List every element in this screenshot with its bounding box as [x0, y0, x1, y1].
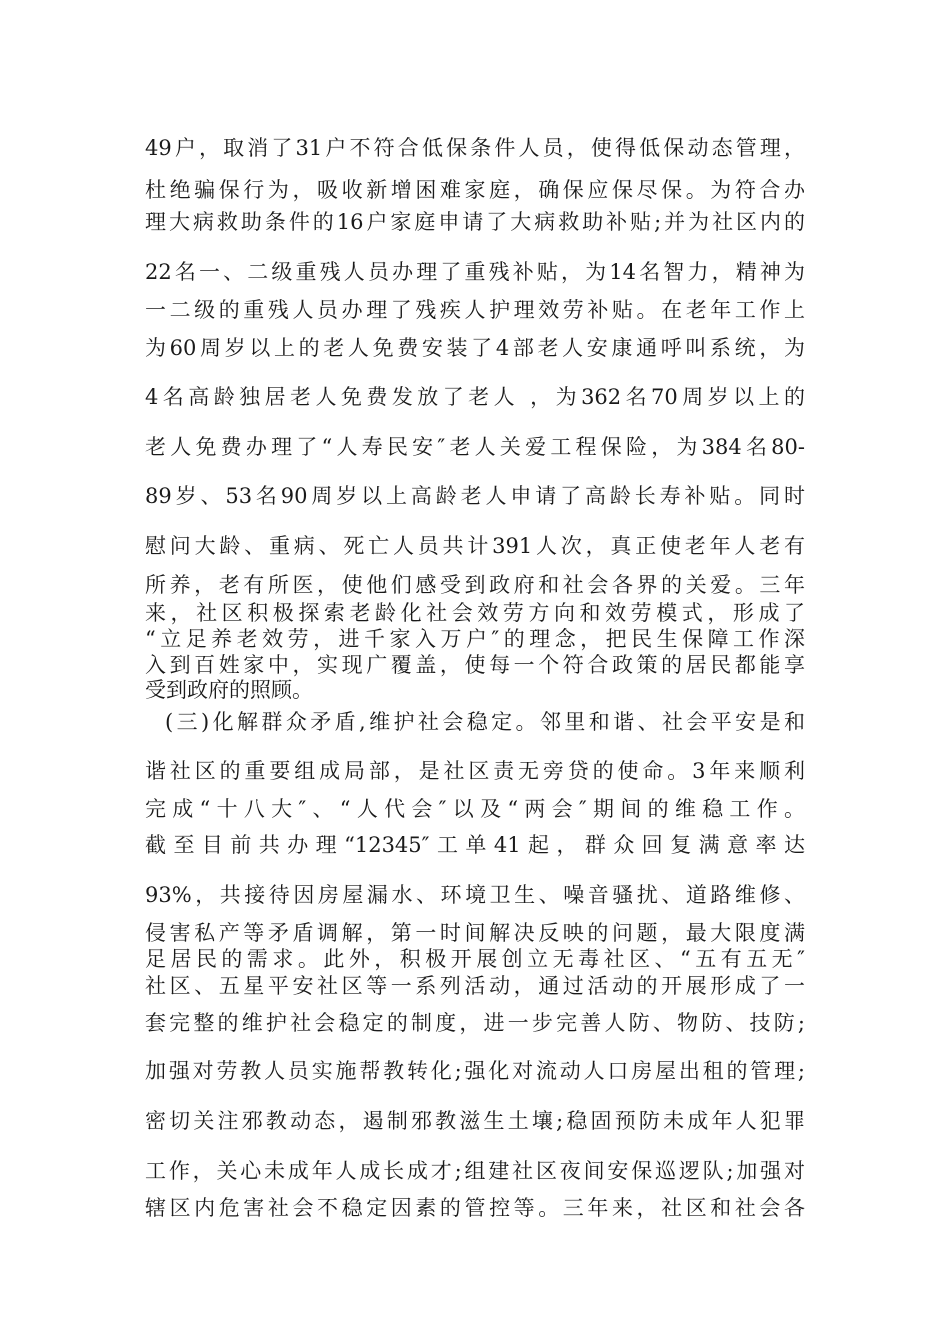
- body-text-line: 一二级的重残人员办理了残疾人护理效劳补贴。在老年工作上: [145, 298, 805, 322]
- body-text-line: 辖区内危害社会不稳定因素的管控等。三年来，社区和社会各: [145, 1196, 805, 1220]
- body-text-line: 为60周岁以上的老人免费安装了4部老人安康通呼叫系统，为: [145, 336, 805, 360]
- section-heading-line: (三)化解群众矛盾,维护社会稳定。邻里和谐、社会平安是和: [165, 710, 805, 734]
- body-text-line: 老人免费办理了“人寿民安″老人关爱工程保险，为384名80-: [145, 435, 805, 459]
- body-text-line: 谐社区的重要组成局部，是社区责无旁贷的使命。3年来顺利: [145, 759, 805, 783]
- body-text-line: 侵害私产等矛盾调解，第一时间解决反映的问题，最大限度满: [145, 921, 805, 945]
- body-text-line: 套完整的维护社会稳定的制度，进一步完善人防、物防、技防;: [145, 1011, 805, 1035]
- body-text-line: 加强对劳教人员实施帮教转化;强化对流动人口房屋出租的管理;: [145, 1059, 805, 1083]
- body-text-line: 受到政府的照顾。: [145, 678, 313, 702]
- body-text-line: 49户，取消了31户不符合低保条件人员，使得低保动态管理，: [145, 136, 805, 160]
- body-text-line: 22名一、二级重残人员办理了重残补贴，为14名智力，精神为: [145, 260, 805, 284]
- body-text-line: 89岁、53名90周岁以上高龄老人申请了高龄长寿补贴。同时: [145, 484, 805, 508]
- body-text-line: 4名高龄独居老人免费发放了老人 ，为362名70周岁以上的: [145, 385, 805, 409]
- body-text-line: 入到百姓家中，实现广覆盖，使每一个符合政策的居民都能享: [145, 653, 805, 677]
- body-text-line: 社区、五星平安社区等一系列活动，通过活动的开展形成了一: [145, 974, 805, 998]
- body-text-line: 所养，老有所医，使他们感受到政府和社会各界的关爱。三年: [145, 573, 805, 597]
- body-text-line: 完成“十八大″、“人代会″以及“两会″期间的维稳工作。: [145, 797, 805, 821]
- body-text-line: 93%，共接待因房屋漏水、环境卫生、噪音骚扰、道路维修、: [145, 883, 805, 907]
- body-text-line: 密切关注邪教动态，遏制邪教滋生土壤;稳固预防未成年人犯罪: [145, 1109, 805, 1133]
- body-text-line: 理大病救助条件的16户家庭申请了大病救助补贴;并为社区内的: [145, 210, 805, 234]
- body-text-line: 慰问大龄、重病、死亡人员共计391人次，真正使老年人老有: [145, 534, 805, 558]
- body-text-line: 工作，关心未成年人成长成才;组建社区夜间安保巡逻队;加强对: [145, 1159, 805, 1183]
- body-text-line: 足居民的需求。此外，积极开展创立无毒社区、“五有五无″: [145, 947, 805, 971]
- body-text-line: “立足养老效劳，进千家入万户″的理念，把民生保障工作深: [145, 627, 805, 651]
- body-text-line: 杜绝骗保行为，吸收新增困难家庭，确保应保尽保。为符合办: [145, 178, 805, 202]
- body-text-line: 截至目前共办理“12345″工单41起，群众回复满意率达: [145, 833, 805, 857]
- body-text-line: 来，社区积极探索老龄化社会效劳方向和效劳模式，形成了: [145, 601, 805, 625]
